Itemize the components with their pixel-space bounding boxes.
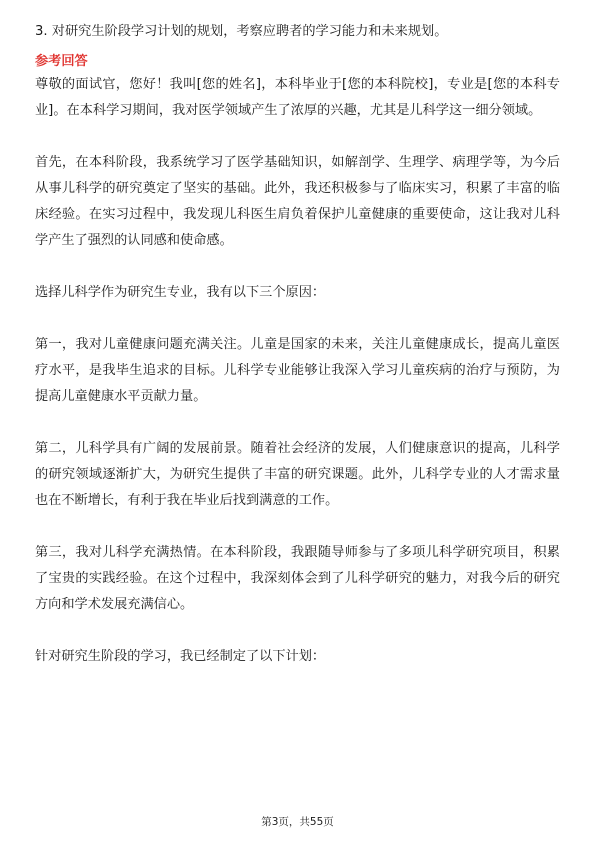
paragraph-reason-3: 第三，我对儿科学充满热情。在本科阶段，我跟随导师参与了多项儿科学研究项目，积累了宝贵的实践经验。在这个过程中，我深刻体会到了儿科学研究的魅力，对我今后的研究方向和学术发展充满信心。 (35, 545, 560, 612)
question-heading: 3. 对研究生阶段学习计划的规划，考察应聘者的学习能力和未来规划。 (35, 24, 448, 39)
paragraph-reason-2: 第二，儿科学具有广阔的发展前景。随着社会经济的发展，人们健康意识的提高，儿科学的研究领域逐渐扩大，为研究生提供了丰富的研究课题。此外，儿科学专业的人才需求量也在不断增长，有利于我在毕业后找到满意的工作。 (35, 441, 560, 508)
paragraph-intro: 尊敬的面试官，您好！我叫[您的姓名]，本科毕业于[您的本科院校]，专业是[您的本科专业]。在本科学习期间，我对医学领域产生了浓厚的兴趣，尤其是儿科学这一细分领域。 (35, 77, 560, 118)
page-content (35, 22, 560, 670)
paragraph-background: 首先，在本科阶段，我系统学习了医学基础知识，如解剖学、生理学、病理学等，为今后从事儿科学的研究奠定了坚实的基础。此外，我还积极参与了临床实习，积累了丰富的临床经验。在实习过程中，我发现儿科医生肩负着保护儿童健康的重要使命，这让我对儿科学产生了强烈的认同感和使命感。 (35, 155, 560, 248)
answer-label: 参考回答 (35, 54, 88, 69)
paragraph-plan-intro: 针对研究生阶段的学习，我已经制定了以下计划： (35, 649, 326, 664)
paragraph-reasons-intro: 选择儿科学作为研究生专业，我有以下三个原因： (35, 285, 326, 300)
paragraph-reason-1: 第一，我对儿童健康问题充满关注。儿童是国家的未来，关注儿童健康成长，提高儿童医疗水平，是我毕生追求的目标。儿科学专业能够让我深入学习儿童疾病的治疗与预防，为提高儿童健康水平贡献力量。 (35, 337, 560, 404)
page-number-footer: 第3页，共55页 (261, 816, 334, 828)
